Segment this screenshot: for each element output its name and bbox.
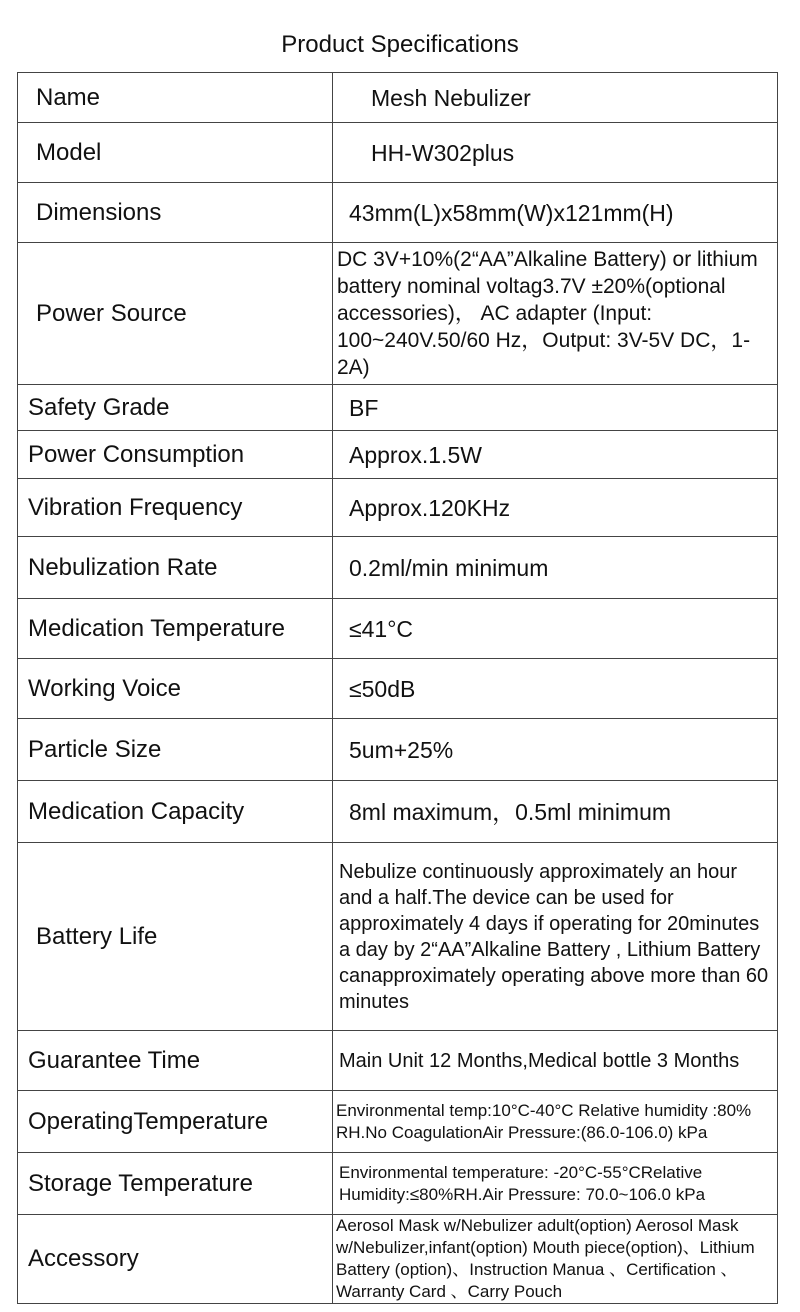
spec-value: Main Unit 12 Months,Medical bottle 3 Months bbox=[333, 1031, 778, 1091]
spec-label: Vibration Frequency bbox=[18, 479, 333, 537]
spec-value: ≤50dB bbox=[333, 659, 778, 719]
table-row bbox=[18, 843, 778, 1031]
spec-value: HH-W302plus bbox=[333, 123, 778, 183]
spec-value: ≤41°C bbox=[333, 599, 778, 659]
spec-value: Aerosol Mask w/Nebulizer adult(option) Aerosol Mask w/Nebulizer,infant(option) Mouth piece(option)、Lithium Battery (option)、Instruction Manua 、Certification 、 Warranty Card 、Carry Pouch bbox=[333, 1215, 778, 1304]
spec-value: Nebulize continuously approximately an hour and a half.The device can be used for approximately 4 days if operating for 20minutes a day by 2“AA”Alkaline Battery , Lithium Battery canapproximately operating above more than 60 minutes bbox=[333, 843, 778, 1031]
spec-value: Environmental temperature: -20°C-55°CRelative Humidity:≤80%RH.Air Pressure: 70.0~106.0 kPa bbox=[333, 1153, 778, 1215]
table-row bbox=[18, 781, 778, 843]
table-row bbox=[18, 1215, 778, 1304]
table-row bbox=[18, 73, 778, 123]
spec-label: Accessory bbox=[18, 1215, 333, 1304]
spec-value: 0.2ml/min minimum bbox=[333, 537, 778, 599]
spec-label: Storage Temperature bbox=[18, 1153, 333, 1215]
table-row bbox=[18, 719, 778, 781]
page-title: Product Specifications bbox=[281, 31, 519, 58]
spec-label: Power Consumption bbox=[18, 431, 333, 479]
spec-value: BF bbox=[333, 385, 778, 431]
spec-value: 8ml maximum，0.5ml minimum bbox=[333, 781, 778, 843]
spec-label: Power Source bbox=[18, 243, 333, 385]
spec-label: OperatingTemperature bbox=[18, 1091, 333, 1153]
table-row bbox=[18, 659, 778, 719]
spec-label: Nebulization Rate bbox=[18, 537, 333, 599]
table-row bbox=[18, 431, 778, 479]
spec-label: Working Voice bbox=[18, 659, 333, 719]
spec-value: DC 3V+10%(2“AA”Alkaline Battery) or lithium battery nominal voltag3.7V ±20%(optional accessories)， AC adapter (Input: 100~240V.50/60 Hz，Output: 3V-5V DC，1-2A) bbox=[333, 243, 778, 385]
table-row bbox=[18, 1091, 778, 1153]
spec-value: 5um+25% bbox=[333, 719, 778, 781]
spec-label: Medication Temperature bbox=[18, 599, 333, 659]
table-row bbox=[18, 243, 778, 385]
spec-value: Approx.1.5W bbox=[333, 431, 778, 479]
table-row bbox=[18, 123, 778, 183]
table-row bbox=[18, 385, 778, 431]
spec-label: Battery Life bbox=[18, 843, 333, 1031]
table-row bbox=[18, 537, 778, 599]
table-row bbox=[18, 183, 778, 243]
spec-table bbox=[17, 72, 778, 1304]
spec-label: Particle Size bbox=[18, 719, 333, 781]
spec-value: Mesh Nebulizer bbox=[333, 73, 778, 123]
table-row bbox=[18, 479, 778, 537]
spec-label: Safety Grade bbox=[18, 385, 333, 431]
table-row bbox=[18, 599, 778, 659]
spec-value: 43mm(L)x58mm(W)x121mm(H) bbox=[333, 183, 778, 243]
spec-label: Medication Capacity bbox=[18, 781, 333, 843]
spec-label: Guarantee Time bbox=[18, 1031, 333, 1091]
spec-value: Approx.120KHz bbox=[333, 479, 778, 537]
spec-label: Model bbox=[18, 123, 333, 183]
spec-label: Dimensions bbox=[18, 183, 333, 243]
table-row bbox=[18, 1153, 778, 1215]
table-row bbox=[18, 1031, 778, 1091]
spec-label: Name bbox=[18, 73, 333, 123]
spec-value: Environmental temp:10°C-40°C Relative humidity :80% RH.No CoagulationAir Pressure:(86.0-106.0) kPa bbox=[333, 1091, 778, 1153]
